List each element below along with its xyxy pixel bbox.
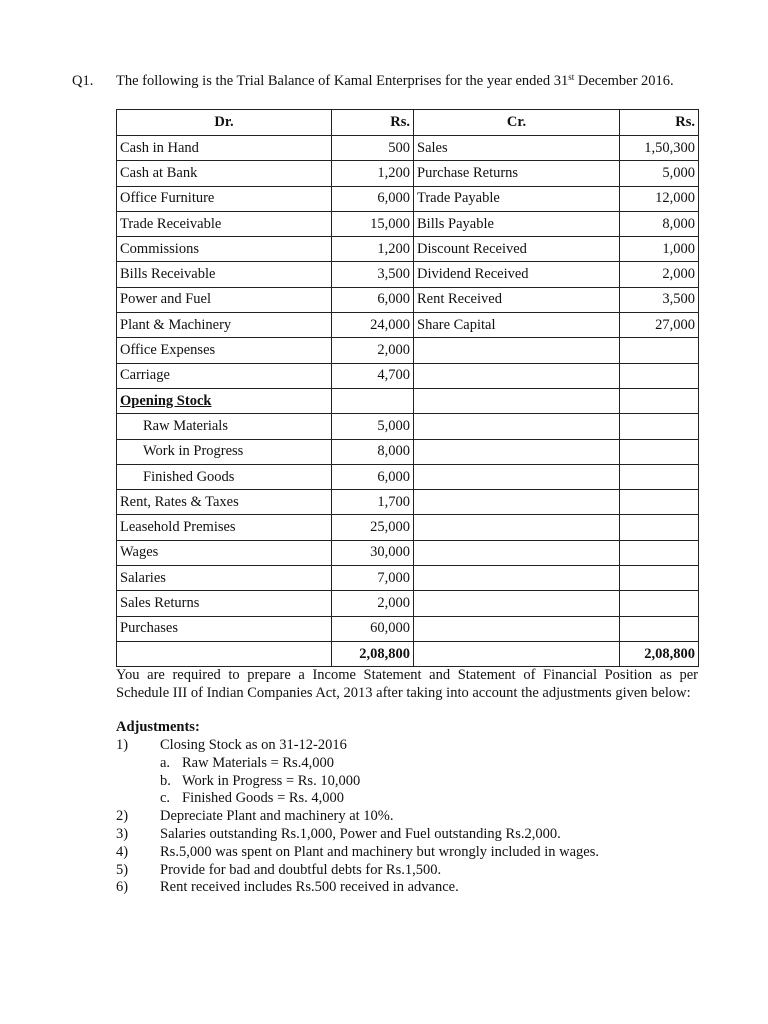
cr-account-cell: Sales bbox=[414, 136, 620, 161]
dr-account-cell: Wages bbox=[117, 540, 332, 565]
subitem-letter: b. bbox=[160, 772, 171, 789]
cr-amount-cell: 3,500 bbox=[620, 287, 699, 312]
dr-account-cell: Trade Receivable bbox=[117, 211, 332, 236]
trial-balance-table bbox=[116, 109, 699, 667]
cr-account-cell bbox=[414, 540, 620, 565]
cr-amount-cell bbox=[620, 566, 699, 591]
adjustment-text: Provide for bad and doubtful debts for Rs.1,500. bbox=[160, 861, 442, 878]
table-row bbox=[117, 313, 699, 338]
dr-amount-cell: 2,000 bbox=[332, 338, 414, 363]
table-row bbox=[117, 136, 699, 161]
cr-account-cell bbox=[414, 490, 620, 515]
dr-account-cell: Purchases bbox=[117, 616, 332, 641]
dr-amount-cell: 24,000 bbox=[332, 313, 414, 338]
dr-account-cell bbox=[117, 388, 332, 413]
header-dr-amount: Rs. bbox=[332, 110, 414, 136]
adjustment-subitem bbox=[116, 773, 716, 791]
adjustment-item bbox=[116, 737, 716, 755]
dr-account-cell: Plant & Machinery bbox=[117, 313, 332, 338]
table-row bbox=[117, 540, 699, 565]
dr-account-cell: Salaries bbox=[117, 566, 332, 591]
table-header-row bbox=[117, 110, 699, 136]
cr-amount-cell bbox=[620, 591, 699, 616]
dr-amount-cell: 1,700 bbox=[332, 490, 414, 515]
dr-amount-cell: 6,000 bbox=[332, 287, 414, 312]
dr-amount-cell: 500 bbox=[332, 136, 414, 161]
dr-amount-cell: 7,000 bbox=[332, 566, 414, 591]
dr-amount-cell: 3,500 bbox=[332, 262, 414, 287]
dr-account-cell: Work in Progress bbox=[117, 439, 332, 464]
cr-amount-cell bbox=[620, 515, 699, 540]
table-row bbox=[117, 591, 699, 616]
dr-account-cell: Cash at Bank bbox=[117, 161, 332, 186]
header-dr: Dr. bbox=[117, 110, 332, 136]
cr-amount-cell bbox=[620, 490, 699, 515]
dr-amount-cell: 60,000 bbox=[332, 616, 414, 641]
table-row bbox=[117, 237, 699, 262]
cr-amount-cell: 1,50,300 bbox=[620, 136, 699, 161]
cr-amount-cell: 1,000 bbox=[620, 237, 699, 262]
adjustment-number: 6) bbox=[116, 879, 129, 896]
table-row bbox=[117, 262, 699, 287]
dr-amount-cell: 4,700 bbox=[332, 363, 414, 388]
cr-amount-cell bbox=[620, 388, 699, 413]
table-row bbox=[117, 161, 699, 186]
adjustment-item bbox=[116, 808, 716, 826]
table-row bbox=[117, 363, 699, 388]
question-text-end: December 2016. bbox=[574, 73, 674, 89]
dr-account-cell: Finished Goods bbox=[117, 464, 332, 489]
total-cr-amount: 2,08,800 bbox=[620, 641, 699, 666]
dr-account-cell: Commissions bbox=[117, 237, 332, 262]
dr-account-cell: Raw Materials bbox=[117, 414, 332, 439]
cr-account-cell bbox=[414, 616, 620, 641]
cr-account-cell: Discount Received bbox=[414, 237, 620, 262]
dr-account-cell: Leasehold Premises bbox=[117, 515, 332, 540]
dr-amount-cell: 1,200 bbox=[332, 237, 414, 262]
dr-amount-cell: 8,000 bbox=[332, 439, 414, 464]
subitem-text: Work in Progress = Rs. 10,000 bbox=[182, 772, 361, 789]
cr-account-cell: Dividend Received bbox=[414, 262, 620, 287]
total-cr-label bbox=[414, 641, 620, 666]
subitem-letter: a. bbox=[160, 754, 171, 771]
subitem-text: Raw Materials = Rs.4,000 bbox=[182, 754, 334, 771]
table-row bbox=[117, 616, 699, 641]
dr-amount-cell: 25,000 bbox=[332, 515, 414, 540]
subitem-letter: c. bbox=[160, 790, 171, 807]
dr-account-cell: Bills Receivable bbox=[117, 262, 332, 287]
table-row bbox=[117, 338, 699, 363]
dr-account-cell: Office Expenses bbox=[117, 338, 332, 363]
table-row bbox=[117, 388, 699, 413]
adjustment-text: Depreciate Plant and machinery at 10%. bbox=[160, 808, 394, 825]
cr-amount-cell: 5,000 bbox=[620, 161, 699, 186]
adjustment-subitem bbox=[116, 755, 716, 773]
cr-account-cell: Rent Received bbox=[414, 287, 620, 312]
adjustment-item bbox=[116, 844, 716, 862]
adjustments-heading: Adjustments: bbox=[116, 719, 200, 735]
cr-account-cell bbox=[414, 388, 620, 413]
table-total-row bbox=[117, 641, 699, 666]
cr-amount-cell bbox=[620, 338, 699, 363]
cr-account-cell bbox=[414, 414, 620, 439]
cr-amount-cell bbox=[620, 464, 699, 489]
adjustment-item bbox=[116, 862, 716, 880]
adjustment-subitem bbox=[116, 790, 716, 808]
adjustment-text: Salaries outstanding Rs.1,000, Power and Fuel outstanding Rs.2,000. bbox=[160, 825, 561, 842]
dr-account-cell: Cash in Hand bbox=[117, 136, 332, 161]
dr-amount-cell bbox=[332, 388, 414, 413]
cr-amount-cell: 12,000 bbox=[620, 186, 699, 211]
dr-amount-cell: 5,000 bbox=[332, 414, 414, 439]
cr-account-cell: Share Capital bbox=[414, 313, 620, 338]
dr-account-cell: Office Furniture bbox=[117, 186, 332, 211]
question-text-start: The following is the Trial Balance of Kamal Enterprises for the year ended 31 bbox=[116, 73, 569, 89]
dr-amount-cell: 2,000 bbox=[332, 591, 414, 616]
dr-amount-cell: 6,000 bbox=[332, 464, 414, 489]
adjustment-item bbox=[116, 879, 716, 897]
cr-account-cell: Trade Payable bbox=[414, 186, 620, 211]
table-row bbox=[117, 566, 699, 591]
header-cr-amount: Rs. bbox=[620, 110, 699, 136]
cr-amount-cell bbox=[620, 540, 699, 565]
adjustment-text: Rent received includes Rs.500 received in advance. bbox=[160, 879, 459, 896]
table-row bbox=[117, 186, 699, 211]
cr-amount-cell bbox=[620, 616, 699, 641]
subitem-text: Finished Goods = Rs. 4,000 bbox=[182, 790, 345, 807]
cr-account-cell bbox=[414, 363, 620, 388]
total-dr-amount: 2,08,800 bbox=[332, 641, 414, 666]
cr-account-cell: Bills Payable bbox=[414, 211, 620, 236]
question-text bbox=[116, 73, 698, 90]
dr-account-cell: Carriage bbox=[117, 363, 332, 388]
adjustment-number: 3) bbox=[116, 825, 129, 842]
adjustment-text: Rs.5,000 was spent on Plant and machinery but wrongly included in wages. bbox=[160, 843, 599, 860]
instructions-paragraph: You are required to prepare a Income Statement and Statement of Financial Position as per Schedule III of Indian Companies Act, 2013 after taking into account the adjustments given below: bbox=[116, 667, 698, 701]
dr-account-cell: Power and Fuel bbox=[117, 287, 332, 312]
cr-account-cell bbox=[414, 338, 620, 363]
dr-amount-cell: 1,200 bbox=[332, 161, 414, 186]
dr-account-cell: Rent, Rates & Taxes bbox=[117, 490, 332, 515]
adjustment-number: 4) bbox=[116, 843, 129, 860]
header-cr: Cr. bbox=[414, 110, 620, 136]
dr-amount-cell: 6,000 bbox=[332, 186, 414, 211]
adjustment-number: 1) bbox=[116, 737, 129, 753]
cr-account-cell bbox=[414, 464, 620, 489]
table-body bbox=[117, 136, 699, 642]
table-row bbox=[117, 414, 699, 439]
table-row bbox=[117, 490, 699, 515]
question-number: Q1. bbox=[72, 73, 94, 89]
adjustment-item bbox=[116, 826, 716, 844]
adjustment-number: 5) bbox=[116, 861, 129, 878]
adjustments-list bbox=[116, 737, 716, 897]
dr-amount-cell: 15,000 bbox=[332, 211, 414, 236]
table-row bbox=[117, 439, 699, 464]
dr-account-cell: Sales Returns bbox=[117, 591, 332, 616]
total-dr-label bbox=[117, 641, 332, 666]
cr-amount-cell: 8,000 bbox=[620, 211, 699, 236]
table-row bbox=[117, 515, 699, 540]
section-heading: Opening Stock bbox=[120, 392, 212, 409]
cr-amount-cell bbox=[620, 439, 699, 464]
adjustment-number: 2) bbox=[116, 808, 129, 825]
cr-amount-cell: 2,000 bbox=[620, 262, 699, 287]
cr-account-cell bbox=[414, 439, 620, 464]
table-row bbox=[117, 464, 699, 489]
cr-amount-cell: 27,000 bbox=[620, 313, 699, 338]
cr-amount-cell bbox=[620, 414, 699, 439]
cr-account-cell bbox=[414, 591, 620, 616]
cr-account-cell bbox=[414, 515, 620, 540]
adjustment-text: Closing Stock as on 31-12-2016 bbox=[160, 737, 347, 753]
cr-account-cell: Purchase Returns bbox=[414, 161, 620, 186]
ordinal-superscript: st bbox=[568, 72, 575, 82]
table-row bbox=[117, 287, 699, 312]
cr-amount-cell bbox=[620, 363, 699, 388]
table-row bbox=[117, 211, 699, 236]
cr-account-cell bbox=[414, 566, 620, 591]
dr-amount-cell: 30,000 bbox=[332, 540, 414, 565]
